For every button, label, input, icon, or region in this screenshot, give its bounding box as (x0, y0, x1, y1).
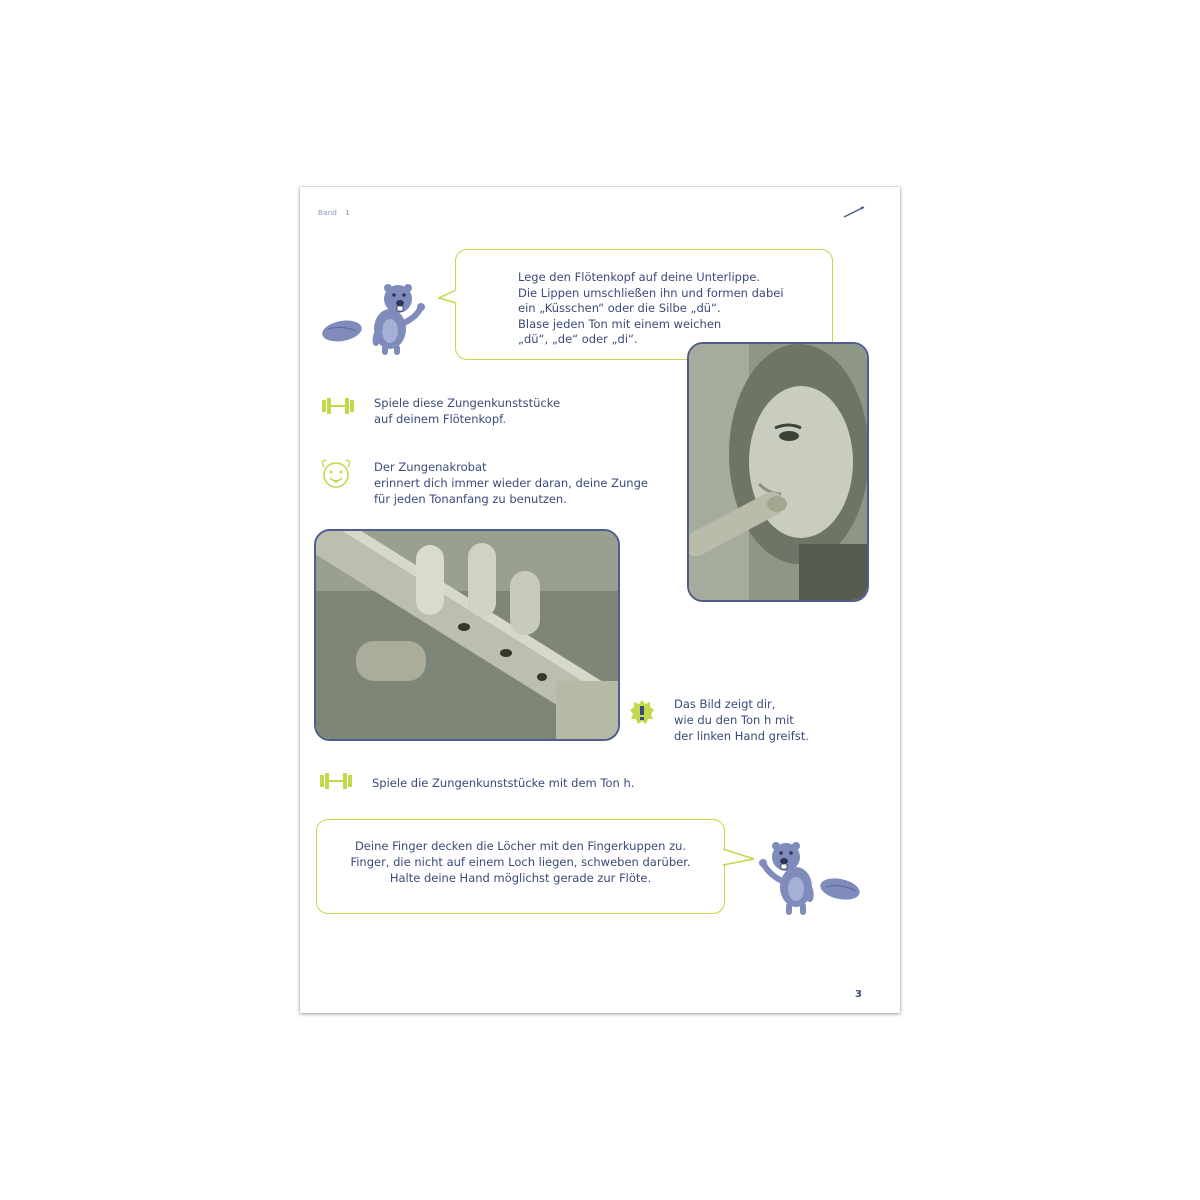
book-page (300, 187, 900, 1013)
speech-bubble-top-tail (437, 289, 457, 305)
tip-line: erinnert dich immer wieder daran, deine Zunge (374, 476, 648, 490)
beaver-illustration-bottom (752, 835, 864, 921)
speech-bottom-line: Finger, die nicht auf einem Loch liegen, schweben darüber. (350, 855, 691, 869)
photo-left-hand-fingering (314, 529, 620, 741)
acrobat-face-icon (316, 457, 356, 491)
speech-top-line: Lege den Flötenkopf auf deine Unterlippe. (518, 270, 761, 284)
speech-bottom-line: Deine Finger decken die Löcher mit den Fingerkuppen zu. (354, 839, 687, 853)
exercise1-line: auf deinem Flötenkopf. (374, 412, 507, 426)
speech-bottom-line: Halte deine Hand möglichst gerade zur Flöte. (389, 871, 652, 885)
dumbbell-icon (318, 772, 354, 790)
page-number: 3 (855, 989, 862, 1000)
tip-text (374, 459, 648, 507)
note-line: Das Bild zeigt dir, (674, 697, 776, 711)
speech-bubble-top-text (518, 270, 784, 348)
dumbbell-icon (320, 397, 356, 415)
exercise-instruction-2: Spiele die Zungenkunststücke mit dem Ton h. (372, 776, 635, 790)
page-header (318, 209, 358, 217)
flute-line-icon (842, 205, 866, 219)
speech-top-line: „dü“, „de“ oder „di“. (518, 332, 638, 346)
note-line: wie du den Ton h mit (674, 713, 794, 727)
tip-line: Der Zungenakrobat (374, 460, 487, 474)
beaver-illustration-top (320, 279, 432, 359)
speech-top-line: Die Lippen umschließen ihn und formen dabei (518, 285, 784, 300)
exercise1-line: Spiele diese Zungenkunststücke (374, 396, 561, 410)
speech-top-line: ein „Küsschen“ oder die Silbe „dü“. (518, 301, 721, 315)
exercise-instruction-1 (374, 395, 560, 427)
note-line: der linken Hand greifst. (674, 729, 809, 743)
note-text (674, 696, 809, 744)
speech-top-line: Blase jeden Ton mit einem weichen (518, 316, 722, 331)
exclamation-badge-icon (629, 699, 655, 725)
tip-line: für jeden Tonanfang zu benutzen. (374, 492, 567, 506)
photo-girl-playing-recorder (687, 342, 869, 602)
header-label: Band (318, 209, 338, 217)
header-number: 1 (345, 209, 350, 217)
speech-bubble-bottom (316, 819, 725, 914)
speech-bubble-bottom-text (317, 838, 724, 886)
